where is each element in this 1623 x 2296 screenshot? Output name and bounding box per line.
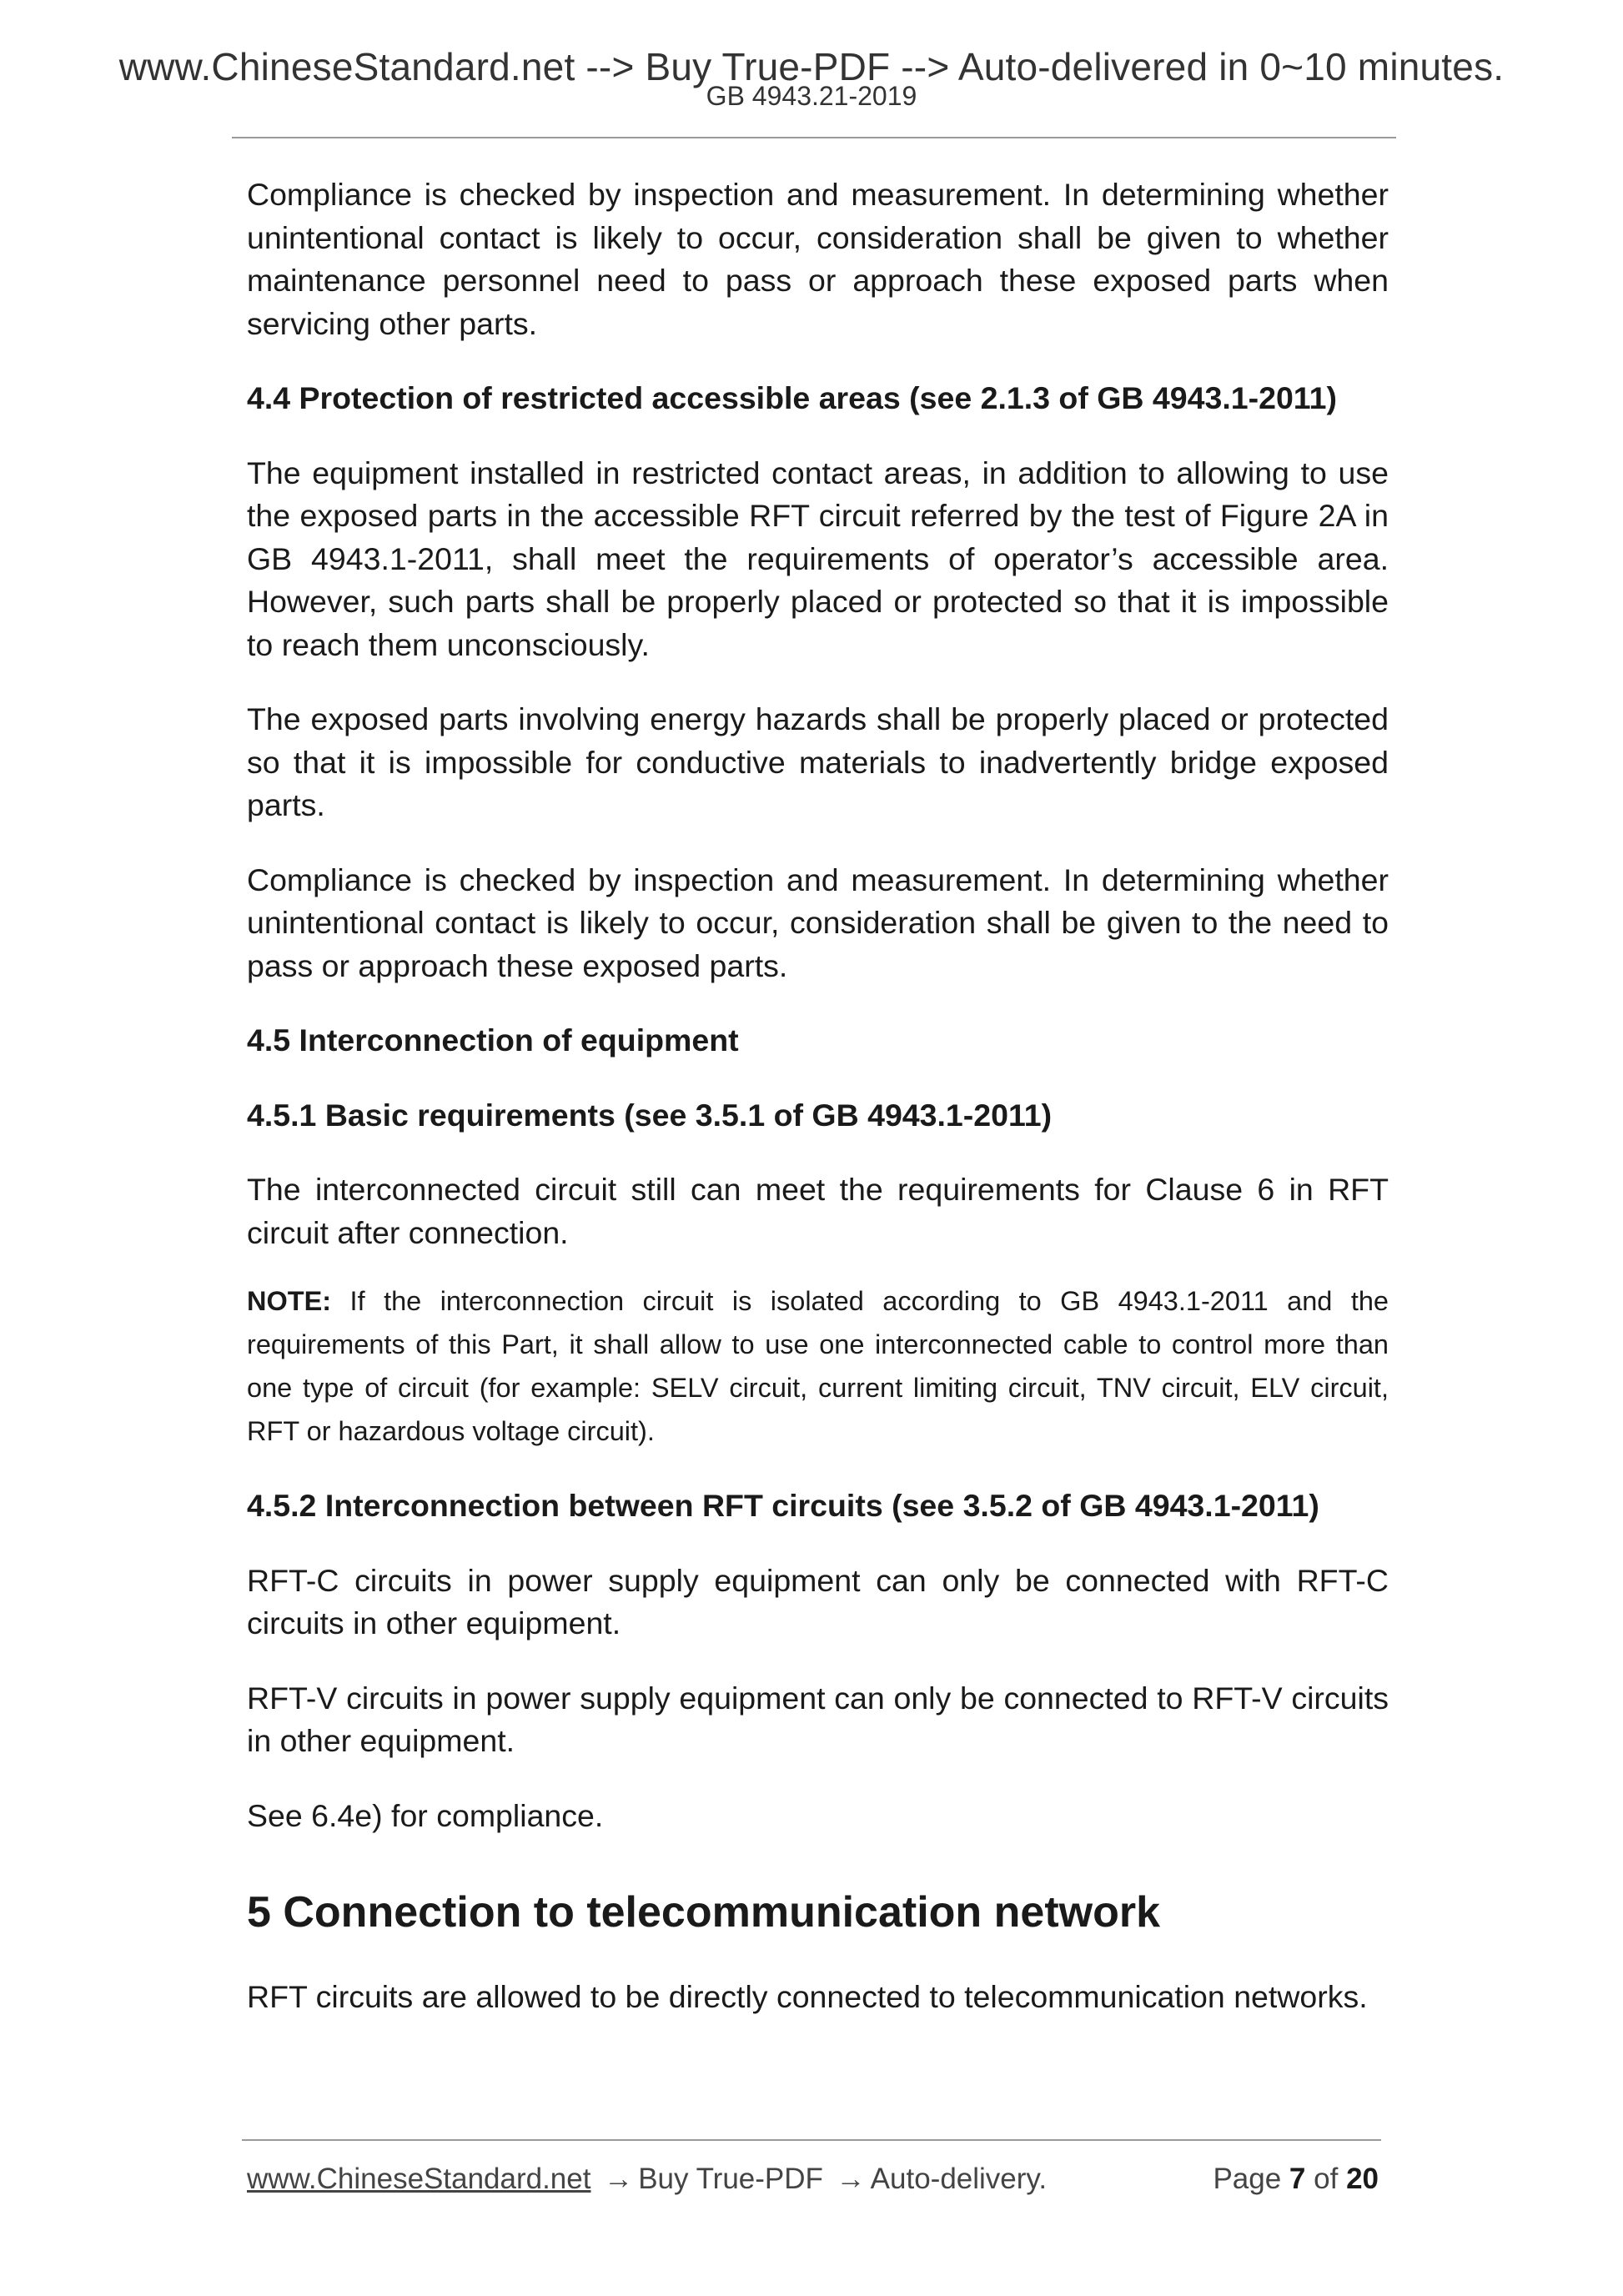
paragraph-rft-c: RFT-C circuits in power supply equipment can only be connected with RFT-C circuits in other equipment. bbox=[247, 1562, 1389, 1640]
heading-chapter-5: 5 Connection to telecommunication network bbox=[247, 1888, 1160, 1937]
page-body bbox=[247, 173, 1389, 2051]
header-divider bbox=[232, 137, 1396, 138]
page-total: 20 bbox=[1346, 2163, 1379, 2195]
paragraph-restricted-areas: The equipment installed in restricted contact areas, in addition to allowing to use the exposed parts in the accessible RFT circuit referred by the test of Figure 2A in GB 4943.1-2011, shall meet the requirements of operator’s accessible area. However, such parts shall be properly placed or protected so that it is impossible to reach them unconsciously. bbox=[247, 455, 1389, 662]
paragraph-compliance-maintenance: Compliance is checked by inspection and measurement. In determining whether unintentional contact is likely to occur, consideration shall be given to whether maintenance personnel need to pass or approach these exposed parts when servicing other parts. bbox=[247, 177, 1389, 341]
page-current: 7 bbox=[1289, 2163, 1306, 2195]
footer-divider bbox=[242, 2139, 1381, 2141]
heading-4-5: 4.5 Interconnection of equipment bbox=[247, 1022, 739, 1058]
heading-4-5-2: 4.5.2 Interconnection between RFT circuits (see 3.5.2 of GB 4943.1-2011) bbox=[247, 1488, 1319, 1523]
note-block bbox=[247, 1279, 1389, 1453]
footer-promo bbox=[247, 2158, 1047, 2200]
document-code: GB 4943.21-2019 bbox=[706, 81, 917, 111]
paragraph-interconnected-circuit: The interconnected circuit still can meet the requirements for Clause 6 in RFT circuit after connection. bbox=[247, 1172, 1389, 1250]
page-label: Page bbox=[1213, 2163, 1282, 2195]
footer-site-link[interactable]: www.ChineseStandard.net bbox=[247, 2163, 591, 2195]
page-counter bbox=[1213, 2158, 1379, 2200]
note-label: NOTE: bbox=[247, 1286, 332, 1316]
right-arrow-icon: → bbox=[836, 2163, 866, 2195]
page-of-label: of bbox=[1314, 2163, 1339, 2195]
site-banner: www.ChineseStandard.net --> Buy True-PDF --> Auto-delivered in 0~10 minutes. bbox=[118, 45, 1505, 88]
paragraph-energy-hazards: The exposed parts involving energy hazards shall be properly placed or protected so that it is impossible for conductive materials to inadvertently bridge exposed parts. bbox=[247, 701, 1389, 822]
right-arrow-icon: → bbox=[604, 2163, 634, 2195]
paragraph-rft-v: RFT-V circuits in power supply equipment can only be connected to RFT-V circuits in other equipment. bbox=[247, 1680, 1389, 1758]
paragraph-rft-telecom: RFT circuits are allowed to be directly connected to telecommunication networks. bbox=[247, 1979, 1368, 2014]
heading-4-4: 4.4 Protection of restricted accessible areas (see 2.1.3 of GB 4943.1-2011) bbox=[247, 380, 1337, 415]
paragraph-see-compliance: See 6.4e) for compliance. bbox=[247, 1797, 604, 1833]
paragraph-compliance-approach: Compliance is checked by inspection and measurement. In determining whether unintentional contact is likely to occur, consideration shall be given to the need to pass or approach these exposed parts. bbox=[247, 862, 1389, 983]
heading-4-5-1: 4.5.1 Basic requirements (see 3.5.1 of GB 4943.1-2011) bbox=[247, 1097, 1053, 1133]
footer-buy-text: Buy True-PDF bbox=[638, 2163, 823, 2195]
page-footer bbox=[247, 2158, 1379, 2200]
footer-delivery-text: Auto-delivery. bbox=[870, 2163, 1048, 2195]
note-text: If the interconnection circuit is isolated according to GB 4943.1-2011 and the requirements of this Part, it shall allow to use one interconnected cable to control more than one type of circuit (for example: SELV circuit, current limiting circuit, TNV circuit, ELV circuit, RFT or hazardous voltage circuit). bbox=[247, 1286, 1389, 1446]
